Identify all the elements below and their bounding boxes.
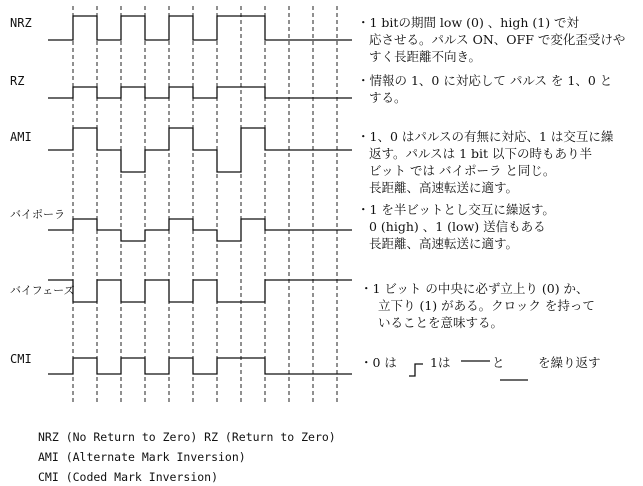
waveform-バイポーラ bbox=[48, 219, 352, 241]
footnote-nrz-rz: NRZ (No Return to Zero) RZ (Return to Zero) bbox=[38, 430, 336, 444]
description-line: 0 (high) 、1 (low) 送信もある bbox=[369, 219, 546, 234]
description-line: 長距離、高速転送に適す。 bbox=[369, 236, 519, 251]
description-line: 応させる。パルス ON、OFF で変化歪受けや bbox=[369, 32, 626, 47]
description-rz bbox=[357, 72, 612, 106]
waveform-ami bbox=[48, 128, 352, 172]
description-line: ・1 bitの期間 low (0) 、high (1) で対 bbox=[357, 15, 580, 30]
description-line: ・情報の 1、0 に対応して パルス を 1、0 と bbox=[357, 73, 613, 88]
description-line: ・1、0 はパルスの有無に対応、1 は交互に繰 bbox=[357, 129, 614, 144]
label-bipolar: バイポーラ bbox=[10, 208, 65, 221]
description-line: ビット では バイポーラ と同じ。 bbox=[369, 163, 556, 178]
label-ami: AMI bbox=[10, 130, 32, 144]
description-line: 立下り (1) がある。クロック を持って bbox=[378, 298, 595, 313]
description-line: ・1 を半ビットとし交互に繰返す。 bbox=[357, 202, 555, 217]
waveform-cmi bbox=[48, 358, 352, 374]
label-rz: RZ bbox=[10, 74, 25, 88]
description-bipolar bbox=[357, 201, 555, 252]
description-line: ・1 ビット の中央に必ず立上り (0) か、 bbox=[360, 281, 589, 296]
label-nrz: NRZ bbox=[10, 16, 32, 30]
footnote-cmi: CMI (Coded Mark Inversion) bbox=[38, 470, 219, 484]
description-cmi-suffix: を繰り返す bbox=[538, 355, 601, 370]
description-line: 長距離、高速転送に適す。 bbox=[369, 180, 519, 195]
waveform-rz bbox=[48, 87, 352, 98]
description-nrz bbox=[357, 14, 625, 65]
description-cmi-and: と bbox=[492, 355, 505, 370]
description-biphase bbox=[360, 280, 595, 331]
cmi-zero-symbol bbox=[409, 364, 423, 376]
description-ami bbox=[357, 128, 613, 196]
description-line: 返す。パルスは 1 bit 以下の時もあり半 bbox=[369, 146, 593, 161]
description-line: いることを意味する。 bbox=[378, 315, 504, 330]
description-line: する。 bbox=[369, 90, 407, 105]
label-cmi: CMI bbox=[10, 352, 32, 366]
waveform-バイフェーズ bbox=[48, 280, 352, 302]
description-cmi-prefix: ・0 は bbox=[360, 355, 397, 370]
label-biphase: バイフェーズ bbox=[10, 284, 75, 297]
description-cmi-one: 1は bbox=[430, 355, 451, 370]
footnote-ami: AMI (Alternate Mark Inversion) bbox=[38, 450, 246, 464]
description-line: すく長距離不向き。 bbox=[369, 49, 482, 64]
waveform-nrz bbox=[48, 16, 352, 40]
